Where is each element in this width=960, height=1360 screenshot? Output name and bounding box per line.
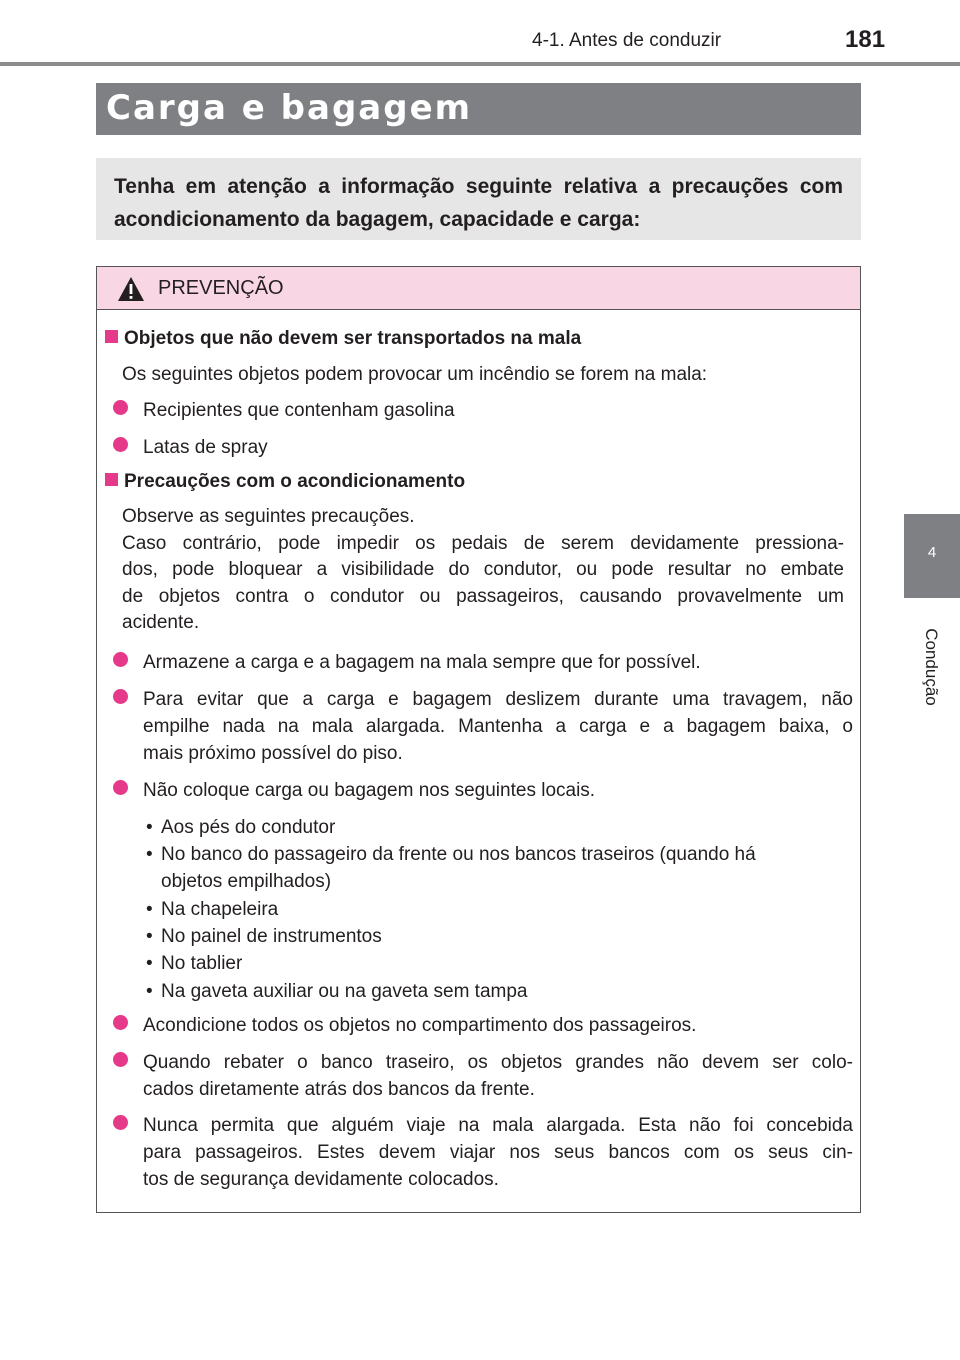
bullet-text: mais próximo possível do piso. — [143, 743, 403, 764]
sub-bullet-item — [146, 923, 846, 950]
bullet-item — [113, 1112, 853, 1193]
side-tab-label: Condução — [922, 628, 941, 706]
sub-bullet-dot: • — [146, 844, 153, 865]
paragraph-line: de objetos contra o condutor ou passageiros, causando provavelmente um — [122, 585, 844, 607]
paragraph — [122, 504, 844, 637]
pink-square-marker — [105, 473, 118, 486]
sub-bullet-dot: • — [146, 899, 153, 920]
paragraph-line: Caso contrário, pode impedir os pedais de serem devidamente pressiona- — [122, 532, 844, 554]
bullet-text: tos de segurança devidamente colocados. — [143, 1169, 499, 1190]
bullet-text: Quando rebater o banco traseiro, os objetos grandes não devem ser colo- — [143, 1052, 853, 1073]
warning-box — [96, 266, 861, 1213]
paragraph-line: Os seguintes objetos podem provocar um incêndio se forem na mala: — [122, 364, 708, 385]
paragraph-line: acidente. — [122, 612, 200, 633]
paragraph-line: dos, pode bloquear a visibilidade do condutor, ou pode resultar no embate — [122, 559, 844, 580]
warning-triangle-icon — [117, 276, 145, 302]
bullet-item — [113, 686, 853, 767]
bullet-text: Acondicione todos os objetos no compartimento dos passageiros. — [143, 1015, 697, 1036]
page-title: Carga e bagagem — [106, 88, 473, 128]
sub-bullet-item — [146, 896, 846, 923]
sub-bullet-dot: • — [146, 981, 153, 1002]
bullet-dot — [113, 689, 128, 704]
sub-bullet-dot: • — [146, 926, 153, 947]
sub-bullet-item — [146, 978, 846, 1005]
section-heading-objects — [105, 328, 581, 350]
bullet-text: empilhe nada na mala alargada. Mantenha a carga e a bagagem baixa, o — [143, 716, 853, 737]
sub-bullet-text: objetos empilhados) — [161, 871, 332, 892]
bullet-text: para passageiros. Estes devem viajar nos seus bancos com os seus cin- — [143, 1142, 853, 1163]
header-section: 4-1. Antes de conduzir — [532, 30, 722, 51]
bullet-dot — [113, 652, 128, 667]
sub-bullet-text: No tablier — [161, 953, 243, 974]
bullet-item — [113, 397, 853, 424]
section-heading-precautions — [105, 471, 465, 493]
bullet-item — [113, 1049, 853, 1103]
sub-bullet-item — [146, 841, 846, 895]
section-heading-text: Objetos que não devem ser transportados na mala — [124, 328, 582, 349]
sub-bullet-text: No banco do passageiro da frente ou nos bancos traseiros (quando há — [161, 844, 756, 865]
warning-title: PREVENÇÃO — [158, 277, 284, 299]
bullet-item — [113, 434, 853, 461]
side-tab-number: 4 — [904, 514, 960, 598]
pink-square-marker — [105, 330, 118, 343]
sub-bullet-dot: • — [146, 953, 153, 974]
sub-bullet-item — [146, 950, 846, 977]
sub-bullet-text: Na chapeleira — [161, 899, 279, 920]
bullet-text: Para evitar que a carga e bagagem deslizem durante uma travagem, não — [143, 689, 853, 710]
bullet-dot — [113, 1115, 128, 1130]
bullet-dot — [113, 1015, 128, 1030]
sub-bullet-dot: • — [146, 817, 153, 838]
bullet-text: Armazene a carga e a bagagem na mala sempre que for possível. — [143, 652, 701, 673]
sub-bullet-text: No painel de instrumentos — [161, 926, 382, 947]
header-rule — [0, 62, 960, 66]
warning-header — [97, 267, 860, 310]
sub-bullet-text: Na gaveta auxiliar ou na gaveta sem tampa — [161, 981, 528, 1002]
bullet-text: Latas de spray — [143, 437, 268, 458]
bullet-text: Recipientes que contenham gasolina — [143, 400, 455, 421]
sub-bullet-text: Aos pés do condutor — [161, 817, 336, 838]
paragraph-line: Observe as seguintes precauções. — [122, 506, 415, 527]
section-heading-text: Precauções com o acondicionamento — [124, 471, 466, 492]
paragraph — [122, 362, 844, 389]
intro-box: Tenha em atenção a informação seguinte relativa a precauções com acondicionamento da bagagem, capacidade e carga: — [96, 158, 861, 240]
bullet-text: cados diretamente atrás dos bancos da frente. — [143, 1079, 535, 1100]
bullet-dot — [113, 1052, 128, 1067]
sub-bullet-item — [146, 814, 846, 841]
bullet-dot — [113, 400, 128, 415]
bullet-dot — [113, 437, 128, 452]
bullet-item — [113, 649, 853, 676]
bullet-text: Não coloque carga ou bagagem nos seguintes locais. — [143, 780, 596, 801]
bullet-item — [113, 777, 853, 804]
bullet-text: Nunca permita que alguém viaje na mala alargada. Esta não foi concebida — [143, 1115, 853, 1136]
page-number: 181 — [845, 26, 886, 53]
bullet-dot — [113, 780, 128, 795]
bullet-item — [113, 1012, 853, 1039]
title-bar — [96, 83, 861, 135]
